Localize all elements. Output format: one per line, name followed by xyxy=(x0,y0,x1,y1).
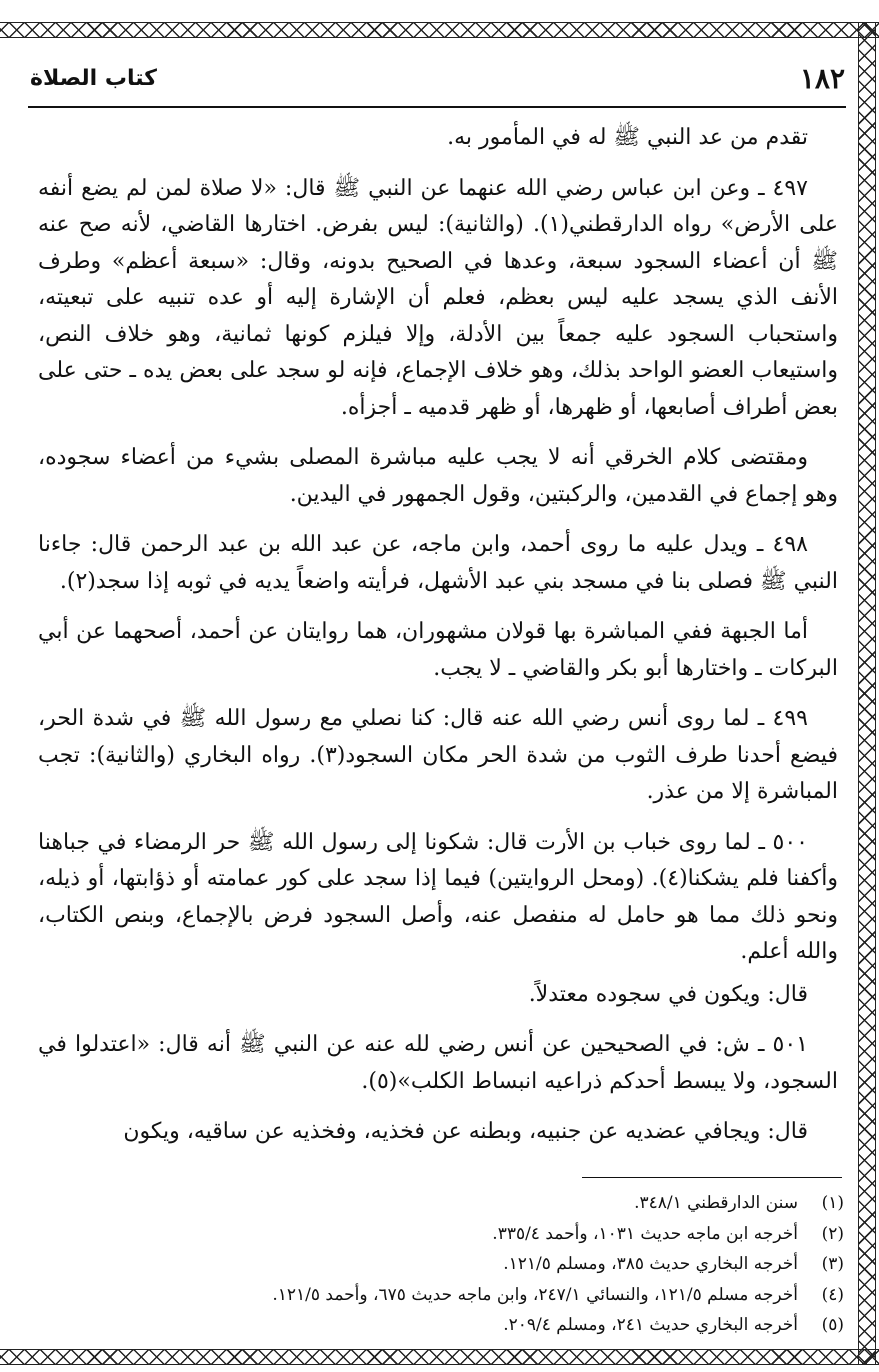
footnote-number: (٤) xyxy=(821,1284,844,1305)
footnote-text: أخرجه مسلم ١٢١/٥، والنسائي ٢٤٧/١، وابن ماجه حديث ٦٧٥، وأحمد ١٢١/٥. xyxy=(272,1284,798,1305)
paragraph: ومقتضى كلام الخرقي أنه لا يجب عليه مباشرة المصلى بشيء من أعضاء سجوده، وهو إجماع في القدمين، والركبتين، وقول الجمهور في اليدين. xyxy=(38,445,838,507)
footnote-rule xyxy=(582,1177,842,1178)
footnote-number: (٣) xyxy=(821,1254,844,1274)
page-number: ١٨٢ xyxy=(799,62,845,95)
paragraph: ٥٠١ ـ ش: في الصحيحين عن أنس رضي لله عنه عن النبي ﷺ أنه قال: «اعتدلوا في السجود، ولا يبسط أحدكم ذراعيه انبساط الكلب»(٥). xyxy=(38,1032,838,1094)
footnote-number: (٢) xyxy=(821,1223,844,1244)
paragraph: أما الجبهة ففي المباشرة بها قولان مشهوران، هما روايتان عن أحمد، أصحهما عن أبي البركات ـ واختارها أبو بكر والقاضي ـ لا يجب. xyxy=(38,619,838,681)
main-text xyxy=(38,120,838,1157)
paragraph: ٤٩٧ ـ وعن ابن عباس رضي الله عنهما عن النبي ﷺ قال: «لا صلاة لمن لم يضع أنفه على الأرض» رواه الدارقطني(١). (والثانية): ليس بفرض. اختارها القاضي، لأنه صح عنه ﷺ أن أعضاء السجود سبعة، وعدها في الصحيح بدونه، وقال: «سبعة أعظم» وطرف الأنف الذي يسجد عليه ليس بعظم، فعلم أن الإشارة إليه أو عده تنبيه على تبعيته، واستحباب السجود عليه جمعاً بين الأدلة، وإلا فيلزم كونها ثمانية، وهو خلاف النص، واستيعاب العضو الواحد بذلك، وهو خلاف الإجماع، فإنه لو سجد على بعض يده ـ حتى على بعض أطراف أصابعها، أو ظهرها، أو ظهر قدميه ـ أجزأه. xyxy=(38,175,838,420)
paragraph: ٤٩٨ ـ ويدل عليه ما روى أحمد، وابن ماجه، عن عبد الله بن عبد الرحمن قال: جاءنا النبي ﷺ فصلى بنا في مسجد بني عبد الأشهل، فرأيته واضعاً يديه في ثوبه إذا سجد(٢). xyxy=(38,532,838,594)
footnote-text: سنن الدارقطني ٣٤٨/١. xyxy=(634,1193,798,1213)
decorative-border-right xyxy=(858,22,876,1365)
paragraph: ٤٩٩ ـ لما روى أنس رضي الله عنه قال: كنا نصلي مع رسول الله ﷺ في شدة الحر، فيضع أحدنا طرف الثوب من شدة الحر مكان السجود(٣). رواه البخاري (والثانية): تجب المباشرة إلا من عذر. xyxy=(38,706,838,804)
footnote-text: أخرجه البخاري حديث ٢٤١، ومسلم ٢٠٩/٤. xyxy=(503,1315,798,1335)
footnote-number: (٥) xyxy=(821,1315,844,1335)
footnote-number: (١) xyxy=(821,1193,844,1213)
footnote xyxy=(40,1188,844,1219)
footnote xyxy=(40,1280,844,1311)
running-title: كتاب الصلاة xyxy=(30,66,157,91)
paragraph: قال: ويجافي عضديه عن جنبيه، وبطنه عن فخذيه، وفخذيه عن ساقيه، ويكون xyxy=(123,1119,808,1144)
footnote-text: أخرجه ابن ماجه حديث ١٠٣١، وأحمد ٣٣٥/٤. xyxy=(492,1223,798,1244)
decorative-border-top xyxy=(0,22,879,38)
footnotes xyxy=(40,1188,844,1341)
page-header xyxy=(30,62,845,102)
paragraph: قال: ويكون في سجوده معتدلاً. xyxy=(528,981,808,1007)
footnote xyxy=(40,1310,844,1341)
header-rule xyxy=(28,106,846,108)
footnote xyxy=(40,1249,844,1280)
paragraph: ٥٠٠ ـ لما روى خباب بن الأرت قال: شكونا إلى رسول الله ﷺ حر الرمضاء في جباهنا وأكفنا فلم يشكنا(٤). (ومحل الروايتين) فيما إذا سجد على كور عمامته أو ذؤابتها، أو ذيله، ونحو ذلك مما هو حامل له منفصل عنه، وأصل السجود فرض بالإجماع، وبنص الكتاب، والله أعلم. xyxy=(38,829,838,964)
footnote-text: أخرجه البخاري حديث ٣٨٥، ومسلم ١٢١/٥. xyxy=(503,1254,798,1274)
decorative-border-bottom xyxy=(0,1349,879,1365)
footnote xyxy=(40,1219,844,1250)
paragraph: تقدم من عد النبي ﷺ له في المأمور به. xyxy=(447,125,808,150)
